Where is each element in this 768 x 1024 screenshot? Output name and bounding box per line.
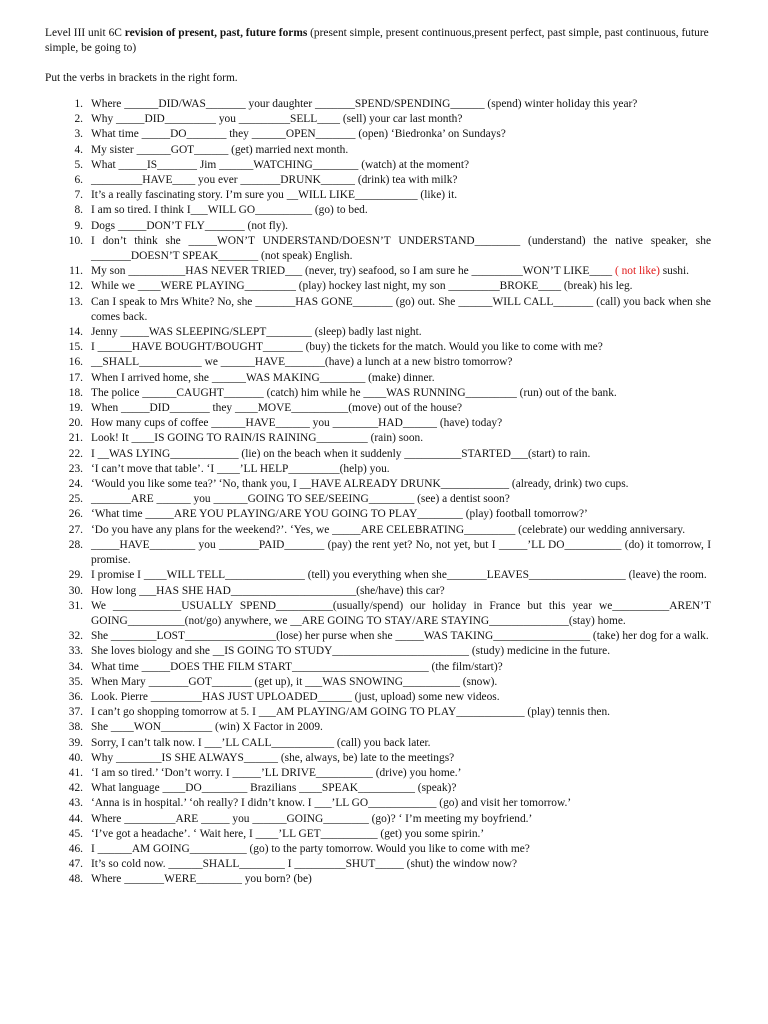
- item-text: Where _______WERE________ you born? (be): [91, 873, 312, 886]
- item-text: Why _____DID_________ you _________SELL____ (sell) your car last month?: [91, 113, 463, 126]
- item-number: 38.: [68, 721, 83, 734]
- item-number: 4.: [74, 143, 83, 156]
- exercise-item: [0, 203, 711, 218]
- item-text: It’s so cold now. ______SHALL________ I _________SHUT_____ (shut) the window now?: [91, 858, 518, 871]
- item-text: She ____WON_________ (win) X Factor in 2009.: [91, 721, 323, 734]
- item-number: 26.: [68, 508, 83, 521]
- exercise-item: [0, 720, 711, 735]
- item-number: 19.: [68, 402, 83, 415]
- item-number: 41.: [68, 766, 83, 779]
- exercise-item: [0, 538, 711, 568]
- header-suffix: (present simple, present continuous,present perfect, past simple, past continuous, future simple, be going to): [45, 27, 709, 55]
- item-number: 28.: [68, 538, 83, 551]
- item-text: Where ______DID/WAS_______ your daughter _______SPEND/SPENDING______ (spend) winter holiday this year?: [91, 98, 638, 110]
- item-number: 3.: [74, 128, 83, 141]
- item-number: 8.: [74, 204, 83, 217]
- item-number: 21.: [68, 432, 83, 445]
- exercise-item: [0, 492, 711, 507]
- exercise-item: [0, 188, 711, 203]
- exercise-item: [0, 629, 711, 644]
- item-number: 30.: [68, 584, 83, 597]
- item-text: Where _________ARE _____ you ______GOING________ (go)? ‘ I’m meeting my boyfriend.’: [91, 812, 533, 825]
- exercise-item: [0, 584, 711, 599]
- item-number: 25.: [68, 493, 83, 506]
- exercise-item: [0, 371, 711, 386]
- instruction-text: Put the verbs in brackets in the right form.: [45, 72, 238, 84]
- item-text: Jenny _____WAS SLEEPING/SLEPT________ (sleep) badly last night.: [91, 326, 422, 339]
- exercise-item: [0, 781, 711, 796]
- item-text: Can I speak to Mrs White? No, she _______HAS GONE_______ (go) out. She ______WILL CALL_______ (call) you back when she comes back.: [91, 295, 711, 323]
- item-text: I promise I ____WILL TELL______________ (tell) you everything when she_______LEAVES_________________ (leave) the room.: [91, 569, 707, 582]
- exercise-item: [0, 705, 711, 720]
- exercise-item: [0, 690, 711, 705]
- item-number: 5.: [74, 158, 83, 171]
- item-text: When Mary _______GOT_______ (get up), it ___WAS SNOWING__________ (snow).: [91, 675, 498, 688]
- item-number: 22.: [68, 447, 83, 460]
- item-number: 15.: [68, 341, 83, 354]
- exercise-item: [0, 477, 711, 492]
- item-number: 12.: [68, 280, 83, 293]
- header-prefix: Level III unit 6C: [45, 27, 125, 39]
- item-text: When I arrived home, she ______WAS MAKING________ (make) dinner.: [91, 371, 435, 384]
- exercise-item: [0, 675, 711, 690]
- item-text: ‘I can’t move that table’. ‘I ____’LL HELP_________(help) you.: [91, 462, 390, 475]
- item-text: I can’t go shopping tomorrow at 5. I ___AM PLAYING/AM GOING TO PLAY____________ (play) tennis then.: [91, 706, 610, 719]
- exercise-list: [0, 97, 768, 888]
- item-text: _____HAVE________ you _______PAID_______ (pay) the rent yet? No, not yet, but I _____’LL DO__________ (do) it tomorrow, I promise.: [91, 538, 711, 567]
- item-text-tail: sushi.: [659, 265, 690, 278]
- item-text: ‘Anna is in hospital.’ ‘oh really? I didn’t know. I ___’LL GO____________ (go) and visit her tomorrow.’: [91, 797, 572, 810]
- exercise-item: [0, 325, 711, 340]
- exercise-item: [0, 295, 711, 325]
- item-number: 9.: [74, 219, 83, 232]
- item-number: 17.: [68, 371, 83, 384]
- item-text: ‘What time _____ARE YOU PLAYING/ARE YOU GOING TO PLAY________ (play) football tomorrow?’: [91, 508, 588, 521]
- item-text: Why ________IS SHE ALWAYS______ (she, always, be) late to the meetings?: [91, 751, 455, 764]
- item-text: I don’t think she _____WON’T UNDERSTAND/DOESN’T UNDERSTAND________ (understand) the native speaker, she _______DOESN’T SPEAK_______ (not speak) English.: [91, 234, 711, 263]
- exercise-item: [0, 766, 711, 781]
- item-number: 46.: [68, 842, 83, 855]
- exercise-item: [0, 751, 711, 766]
- item-number: 20.: [68, 417, 83, 430]
- item-number: 29.: [68, 569, 83, 582]
- item-number: 14.: [68, 326, 83, 339]
- item-number: 7.: [74, 189, 83, 202]
- exercise-item: [0, 644, 711, 659]
- exercise-item: [0, 264, 711, 279]
- item-text: I ______HAVE BOUGHT/BOUGHT_______ (buy) the tickets for the match. Would you like to come with me?: [91, 341, 603, 354]
- exercise-item: [0, 523, 711, 538]
- item-number: 39.: [68, 736, 83, 749]
- item-text: ‘Do you have any plans for the weekend?’. ‘Yes, we _____ARE CELEBRATING_________ (celebrate) our wedding anniversary.: [91, 523, 686, 536]
- item-text: I am so tired. I think I___WILL GO__________ (go) to bed.: [91, 204, 368, 217]
- item-text: What time _____DOES THE FILM START________________________ (the film/start)?: [91, 660, 503, 673]
- item-text: ‘I am so tired.’ ‘Don’t worry. I _____’LL DRIVE__________ (drive) you home.’: [91, 766, 462, 779]
- exercise-item: [0, 872, 711, 887]
- item-text: She loves biology and she __IS GOING TO STUDY________________________ (study) medicine in the future.: [91, 645, 611, 658]
- exercise-item: [0, 736, 711, 751]
- exercise-item: [0, 158, 711, 173]
- item-number: 42.: [68, 782, 83, 795]
- item-number: 11.: [69, 265, 83, 278]
- exercise-item: [0, 127, 711, 142]
- exercise-item: [0, 219, 711, 234]
- item-number: 34.: [68, 660, 83, 673]
- item-text: My sister ______GOT______ (get) married next month.: [91, 143, 349, 156]
- item-number: 13.: [68, 295, 83, 308]
- item-text: Dogs _____DON’T FLY_______ (not fly).: [91, 219, 289, 232]
- exercise-item: [0, 660, 711, 675]
- item-number: 10.: [68, 234, 83, 247]
- item-number: 33.: [68, 645, 83, 658]
- item-number: 24.: [68, 478, 83, 491]
- exercise-item: [0, 568, 711, 583]
- item-text: What language ____DO________ Brazilians ____SPEAK__________ (speak)?: [91, 782, 457, 795]
- item-text: How many cups of coffee ______HAVE______ you ________HAD______ (have) today?: [91, 417, 503, 430]
- item-text: Look. Pierre _________HAS JUST UPLOADED______ (just, upload) some new videos.: [91, 690, 500, 703]
- exercise-item: [0, 857, 711, 872]
- item-number: 16.: [68, 356, 83, 369]
- item-text: ‘Would you like some tea?’ ‘No, thank you, I __HAVE ALREADY DRUNK____________ (already, drink) two cups.: [91, 478, 629, 491]
- item-text: She ________LOST________________(lose) her purse when she _____WAS TAKING_________________ (take) her dog for a walk.: [91, 630, 709, 643]
- item-number: 40.: [68, 751, 83, 764]
- exercise-item: [0, 340, 711, 355]
- item-number: 2.: [74, 113, 83, 126]
- exercise-item: [0, 431, 711, 446]
- item-text: It’s a really fascinating story. I’m sure you __WILL LIKE___________ (like) it.: [91, 189, 458, 202]
- item-text: The police ______CAUGHT_______ (catch) him while he ____WAS RUNNING_________ (run) out of the bank.: [91, 386, 617, 399]
- exercise-item: [0, 386, 711, 401]
- item-number: 35.: [68, 675, 83, 688]
- exercise-item: [0, 599, 711, 629]
- item-text: While we ____WERE PLAYING_________ (play) hockey last night, my son _________BROKE____ (break) his leg.: [91, 280, 633, 293]
- item-number: 45.: [68, 827, 83, 840]
- item-number: 18.: [68, 386, 83, 399]
- exercise-item: [0, 447, 711, 462]
- header-title: revision of present, past, future forms: [124, 27, 308, 39]
- item-text: Look! It ____IS GOING TO RAIN/IS RAINING_________ (rain) soon.: [91, 432, 424, 445]
- exercise-item: [0, 355, 711, 370]
- exercise-item: [0, 97, 711, 112]
- item-text: We ____________USUALLY SPEND__________(usually/spend) our holiday in France but this year we__________AREN’T GOING__________(not/go) anywhere, we __ARE GOING TO STAY/ARE STAYING______________(stay) home.: [91, 599, 711, 627]
- item-number: 44.: [68, 812, 83, 825]
- item-text: My son __________HAS NEVER TRIED___ (never, try) seafood, so I am sure he _________WON’T LIKE____: [91, 265, 615, 278]
- exercise-item: [0, 507, 711, 522]
- highlighted-hint: ( not like): [614, 265, 660, 278]
- item-number: 32.: [68, 630, 83, 643]
- item-number: 37.: [68, 706, 83, 719]
- item-number: 1.: [74, 98, 83, 110]
- item-text: What time _____DO_______ they ______OPEN_______ (open) ‘Biedronka’ on Sundays?: [91, 128, 506, 141]
- exercise-item: [0, 842, 711, 857]
- exercise-item: [0, 827, 711, 842]
- exercise-item: [0, 173, 711, 188]
- item-number: 36.: [68, 690, 83, 703]
- item-number: 6.: [74, 174, 83, 187]
- item-number: 48.: [68, 873, 83, 886]
- item-text: What _____IS_______ Jim ______WATCHING________ (watch) at the moment?: [91, 158, 470, 171]
- item-text: __SHALL___________ we ______HAVE_______(have) a lunch at a new bistro tomorrow?: [91, 356, 513, 369]
- exercise-item: [0, 143, 711, 158]
- item-number: 47.: [68, 858, 83, 871]
- exercise-item: [0, 796, 711, 811]
- item-text: How long ___HAS SHE HAD______________________(she/have) this car?: [91, 584, 445, 597]
- exercise-item: [0, 416, 711, 431]
- exercise-item: [0, 234, 711, 264]
- exercise-item: [0, 812, 711, 827]
- item-text: When _____DID_______ they ____MOVE__________(move) out of the house?: [91, 402, 463, 415]
- item-text: _______ARE ______ you ______GOING TO SEE/SEEING________ (see) a dentist soon?: [91, 493, 510, 506]
- item-text: Sorry, I can’t talk now. I ___’LL CALL___________ (call) you back later.: [91, 736, 431, 749]
- exercise-item: [0, 462, 711, 477]
- item-text: ‘I’ve got a headache’. ‘ Wait here, I ____’LL GET__________ (get) you some spirin.’: [91, 827, 485, 840]
- exercise-item: [0, 112, 711, 127]
- item-text: I __WAS LYING____________ (lie) on the beach when it suddenly __________STARTED___(start) to rain.: [91, 447, 591, 460]
- item-number: 43.: [68, 797, 83, 810]
- item-number: 27.: [68, 523, 83, 536]
- item-text: I ______AM GOING__________ (go) to the party tomorrow. Would you like to come with me?: [91, 842, 530, 855]
- exercise-item: [0, 401, 711, 416]
- exercise-item: [0, 279, 711, 294]
- item-text: _________HAVE____ you ever _______DRUNK______ (drink) tea with milk?: [91, 174, 458, 187]
- item-number: 23.: [68, 462, 83, 475]
- worksheet-header: [45, 26, 710, 56]
- item-number: 31.: [68, 599, 83, 612]
